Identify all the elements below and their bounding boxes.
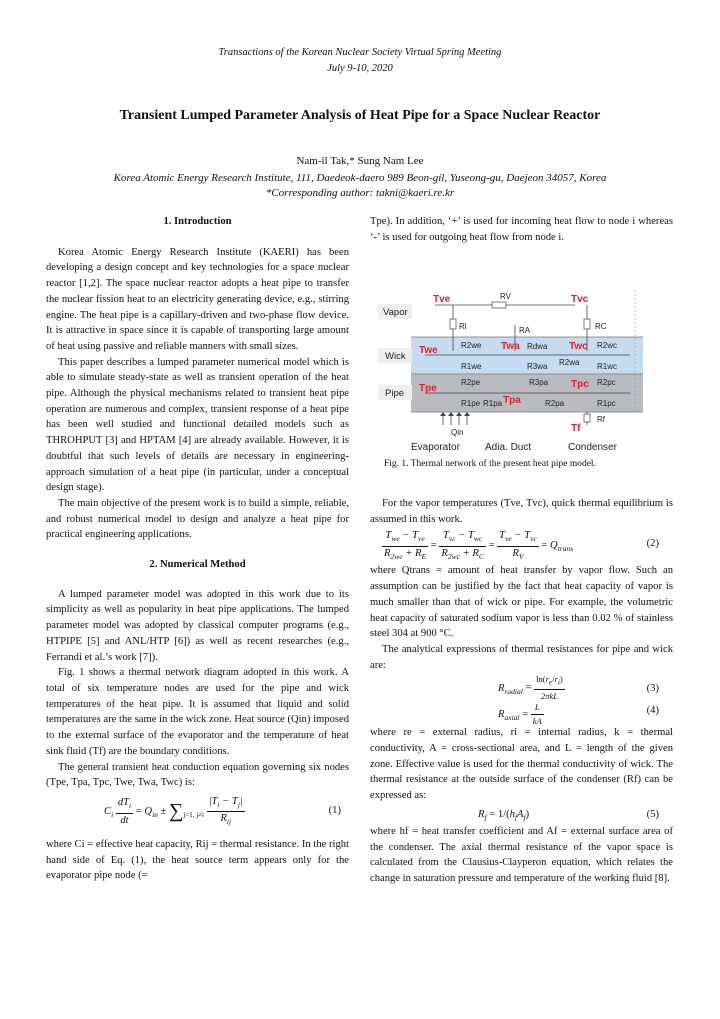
res-R3pa: R3pa: [529, 378, 549, 387]
node-Tpe: Tpe: [419, 383, 437, 394]
figure-caption: Fig. 1. Thermal network of the present heat pipe model.: [384, 459, 596, 469]
res-Rc: RC: [595, 322, 607, 331]
res-R1pe: R1pe: [461, 399, 481, 408]
equation-3-number: (3): [646, 683, 659, 695]
node-Twc: Twc: [569, 341, 588, 352]
method-paragraph-2: Fig. 1 shows a thermal network diagram adopted in this work. A total of six temperature nodes are used for the pipe and wick temperatures of the heat pipe. It is assumed that liquid and solid temperatures are the same in the wick zone. Heat source (Qin) imposed to the external surface of the evaporator and the temperature of heat sink fluid (Tf) are the boundary conditions.: [46, 667, 349, 757]
node-Tve: Tve: [433, 294, 451, 305]
equation-3: $R_{radial}$ = $\frac{\ln(r_e/r_i)}{\text{2πkL}}$ (3): [498, 674, 659, 702]
node-Tf: Tf: [571, 423, 581, 434]
right-column: [370, 214, 673, 245]
intro-paragraph-2: This paper describes a lumped parameter numerical model which is able to simulate steady-state as well as transient operation of the heat pipe. Although the physical mechanisms related to transient heat pipe operation are numerous and complex, transient response of a heat pipe has been well studied and functional detailed models such as THROHPUT [3] and HPTAM [4] are already available. However, it is doubtful that such levels of details are necessary in engineering-approach simulation of a heat pipe (in particular, under a conceptual design stage).: [46, 356, 349, 494]
equation-5: $R_f = 1/(h_fA_f)$ (5): [478, 808, 659, 822]
section-heading-method: 2. Numerical Method: [149, 559, 246, 571]
where-re-paragraph: where re = external radius, ri = internal radius, k = thermal conductivity, A = cross-sectional area, and L = length of the given zone. Effective value is used for the thermal conductivity of wick. The thermal resistance at the outside surface of the condenser (Rf) can be expressed as:: [370, 727, 673, 802]
res-R2wc: R2wc: [597, 341, 618, 350]
node-Tvc: Tvc: [571, 294, 589, 305]
equation-2-number: (2): [646, 538, 659, 550]
method-paragraph-1: A lumped parameter model was adopted in this work due to its simplicity as well as popularity in heat pipe applications. The lumped parameter model was adopted by classical computer programs (e.g., HTPIPE [5] and ANL/HTP [6]) as well as recent researches (e.g., Ferrandi et al.’s work [7]).: [46, 588, 349, 663]
affiliation: Korea Atomic Energy Research Institute, 111, Daedeok-daero 989 Beon-gil, Yuseong-gu, Daejeon 34057, Korea: [113, 172, 607, 184]
heat-input-Qin: Qin: [451, 428, 464, 437]
equation-4-number: (4): [646, 705, 659, 717]
node-Twe: Twe: [419, 345, 438, 356]
res-R2pe: R2pe: [461, 378, 481, 387]
label-evaporator: Evaporator: [411, 442, 460, 453]
node-Tpc: Tpc: [571, 379, 589, 390]
right-column-body: [370, 496, 673, 887]
analytical-paragraph: The analytical expressions of thermal resistances for pipe and wick are:: [370, 643, 673, 671]
corresponding-author: *Corresponding author: takni@kaeri.re.kr: [265, 187, 455, 199]
res-Rl: Rl: [459, 322, 467, 331]
res-Rdwa: Rdwa: [527, 342, 548, 351]
right-paragraph-continued: Tpe). In addition, ‘+’ is used for incoming heat flow to node i whereas ‘-’ is used for outgoing heat flow from node i.: [370, 216, 673, 243]
res-R1pa: R1pa: [483, 399, 503, 408]
equation-4: $R_{axial}$ = $\frac{L}{kA}$ (4): [498, 702, 659, 727]
res-R3wa: R3wa: [527, 362, 548, 371]
res-R1we: R1we: [461, 362, 482, 371]
res-R1pc: R1pc: [597, 399, 616, 408]
label-adia-duct: Adia. Duct: [485, 442, 532, 453]
conference-date: July 9-10, 2020: [327, 63, 393, 74]
where-qtrans-paragraph: where Qtrans = amount of heat transfer by vapor flow. Such an assumption can be justified by the fact that heat capacity of vapor is much smaller than that of wick or pipe. For example, the volumetric heat capacity of saturated sodium vapor is less than 0.02 % of stainless steel 304 at 900 °C.: [370, 565, 673, 640]
equation-1: $C_i$ $\frac{dT_i}{dt}$ = $Q_{in} \pm \sum_{j=1, j\ne i}$ $\frac{|T_i - T_j|}{R_{ij}}$ (1): [104, 795, 341, 827]
equation-2: $\frac{T_{we} - T_{ve}}{R_{2we} + R_E}$ = $\frac{T_{vc} - T_{wc}}{R_{2wc} + R_C}$ = $\frac{T_{ve} - T_{vc}}{R_V}$ = $Q_{trans}$ (2): [384, 530, 659, 561]
res-R2pc: R2pc: [597, 378, 616, 387]
row-label-vapor: Vapor: [383, 307, 408, 318]
authors: Nam-il Tak,* Sung Nam Lee: [296, 155, 424, 167]
vapor-paragraph: For the vapor temperatures (Tve, Tvc), quick thermal equilibrium is assumed in this work.: [370, 498, 673, 525]
res-Rf: Rf: [597, 415, 605, 424]
conference-header: Transactions of the Korean Nuclear Society Virtual Spring Meeting: [218, 47, 502, 58]
left-column: [46, 214, 349, 884]
res-Rv: RV: [500, 292, 511, 301]
res-R2we: R2we: [461, 341, 482, 350]
res-Ra: RA: [519, 326, 531, 335]
intro-paragraph-1: Korea Atomic Energy Research Institute (KAERI) has been developing a design concept and key technologies for a space nuclear reactor [1,2]. The space nuclear reactor adopts a heat pipe to transfer the nuclear fission heat to an electricity generating device, e.g., stirring engine. The heat pipe is a capillary-driven and two-phase flow device. It is attractive in space since it is capable of transporting large amount of heat using passive and reliable manners with small sizes.: [46, 246, 349, 352]
method-paragraph-4: where Ci = effective heat capacity, Rij = thermal resistance. In the right hand side of Eq. (1), the heat source term appears only for the evaporator pipe node (=: [46, 838, 349, 882]
where-hf-paragraph: where hf = heat transfer coefficient and Af = external surface area of the condenser. The axial thermal resistance of the vapor space is calculated from the Clausius-Clayperon equation, which relates the change in saturation pressure and temperature of the working fluid [8].: [370, 825, 673, 884]
res-R1wc: R1wc: [597, 362, 618, 371]
res-R2pa: R2pa: [545, 399, 565, 408]
res-R2wa: R2wa: [559, 358, 580, 367]
paper-title: Transient Lumped Parameter Analysis of Heat Pipe for a Space Nuclear Reactor: [119, 108, 601, 123]
equation-1-number: (1): [328, 804, 341, 816]
node-Twa: Twa: [501, 341, 520, 352]
intro-paragraph-3: The main objective of the present work is to build a simple, reliable, and robust numerical model to design and analyze a heat pipe for practical engineering applications.: [46, 497, 349, 541]
method-paragraph-3: The general transient heat conduction equation governing six nodes (Tpe, Tpa, Tpc, Twe, Twa, Twc) is:: [46, 761, 349, 789]
equation-5-number: (5): [646, 808, 659, 820]
row-label-wick: Wick: [385, 351, 406, 362]
row-label-pipe: Pipe: [385, 388, 405, 399]
label-condenser: Condenser: [568, 442, 617, 453]
node-Tpa: Tpa: [503, 395, 521, 406]
thermal-network-figure: [375, 285, 645, 455]
section-heading-introduction: 1. Introduction: [163, 216, 232, 227]
